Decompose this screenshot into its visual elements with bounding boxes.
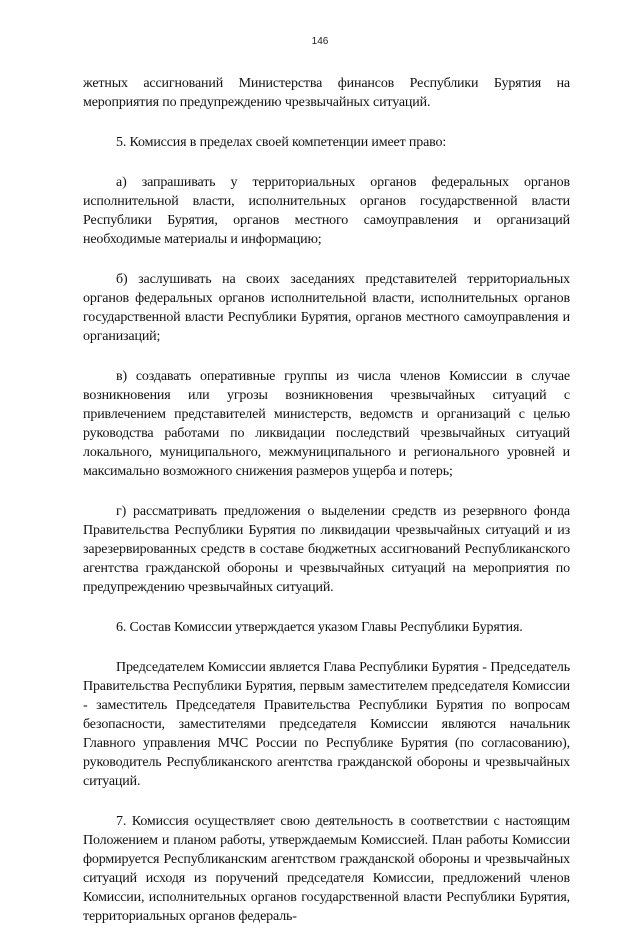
paragraph-clause-5: 5. Комиссия в пределах своей компетенции имеет право: (116, 135, 447, 150)
document-body (83, 74, 570, 947)
paragraph-clause-5v: в) создавать оперативные группы из числа членов Комиссии в случае возникновения или угрозы возникновения чрезвычайных ситуаций с привлечением представителей министерств, ведомств и организаций с целью руководства работами по ликвидации последствий чрезвычайных ситуаций локального, муниципального, межмуниципального и регионального уровней и максимально возможного снижения размеров ущерба и потерь; (83, 369, 570, 479)
paragraph-clause-7: 7. Комиссия осуществляет свою деятельность в соответствии с настоящим Положением и планом работы, утверждаемым Комиссией. План работы Комиссии формируется Республиканским агентством гражданской обороны и чрезвычайных ситуаций исходя из поручений председателя Комиссии, предложений членов Комиссии, исполнительных органов государственной власти Республики Бурятия, территориальных органов федераль- (83, 814, 570, 924)
paragraph-clause-5a: а) запрашивать у территориальных органов федеральных органов исполнительной власти, исполнительных органов государственной власти Республики Бурятия, органов местного самоуправления и организаций необходимые материалы и информацию; (83, 175, 570, 247)
paragraph-continuation: жетных ассигнований Министерства финансов Республики Бурятия на мероприятия по предупреждению чрезвычайных ситуаций. (83, 76, 570, 110)
paragraph-clause-5g: г) рассматривать предложения о выделении средств из резервного фонда Правительства Республики Бурятия по ликвидации чрезвычайных ситуаций и из зарезервированных средств в составе бюджетных ассигнований Республиканского агентства гражданской обороны и чрезвычайных ситуаций на мероприятия по предупреждению чрезвычайных ситуаций. (83, 504, 570, 595)
page-number: 146 (311, 36, 329, 47)
paragraph-clause-5b: б) заслушивать на своих заседаниях представителей территориальных органов федеральных органов исполнительной власти, исполнительных органов государственной власти Республики Бурятия, органов местного самоуправления и организаций; (83, 272, 570, 344)
paragraph-chairman: Председателем Комиссии является Глава Республики Бурятия - Председатель Правительства Республики Бурятия, первым заместителем председателя Комиссии - заместитель Председателя Правительства Республики Бурятия по вопросам безопасности, заместителями председателя Комиссии являются начальник Главного управления МЧС России по Республике Бурятия (по согласованию), руководитель Республиканского агентства гражданской обороны и чрезвычайных ситуаций. (83, 660, 570, 789)
paragraph-clause-6: 6. Состав Комиссии утверждается указом Главы Республики Бурятия. (116, 620, 523, 635)
